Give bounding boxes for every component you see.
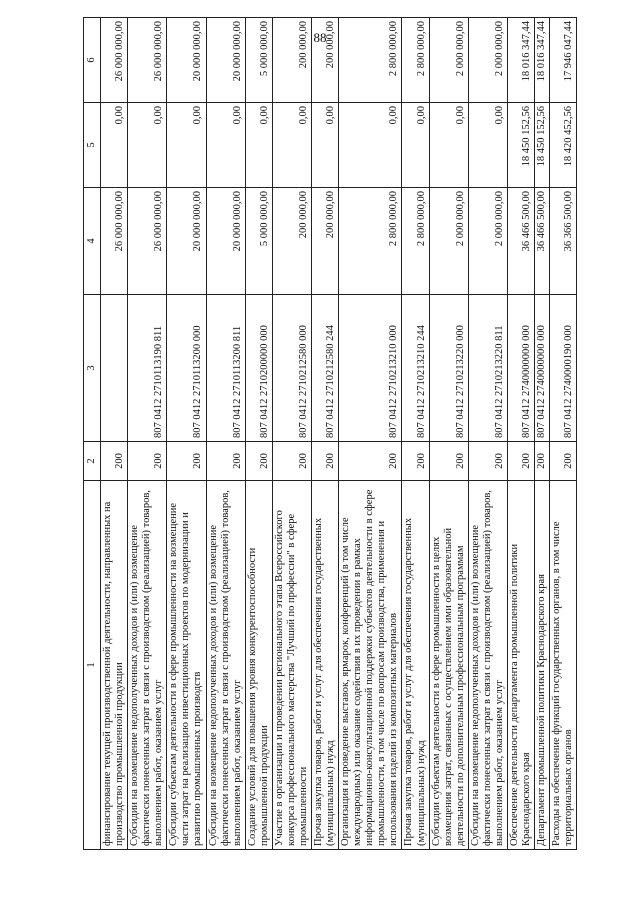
cell-executed: 0,00 [429,103,468,188]
cell-name: Прочая закупка товаров, работ и услуг для обеспечения государственных (муниципальных) нужд [402,481,429,850]
cell-sum: 36 466 500,00 [535,188,550,295]
cell-sum: 26 000 000,00 [101,188,128,295]
page-number: 88 [313,30,327,45]
header-cell-3: 3 [84,295,101,442]
cell-executed: 18 450 152,56 [507,103,534,188]
cell-kbk: 807 0412 2740000000 000 [535,295,550,442]
cell-code: 200 [312,442,339,481]
cell-name: Субсидии на возмещение недополученных доходов и (или) возмещение фактически понесенных затрат в связи с производством (реализацией) товаров, выполнением работ, оказанием услуг [468,481,507,850]
cell-code: 200 [429,442,468,481]
table-row [550,18,577,850]
cell-sum: 36 366 500,00 [550,188,577,295]
cell-remainder: 2 000 000,00 [429,18,468,103]
cell-sum: 5 000 000,00 [245,188,272,295]
cell-code: 200 [245,442,272,481]
cell-remainder: 26 000 000,00 [128,18,167,103]
table-row [245,18,272,850]
cell-executed: 0,00 [468,103,507,188]
cell-kbk: 807 0412 2710212580 244 [312,295,339,442]
cell-kbk: 807 0412 2710113190 811 [128,295,167,442]
cell-executed: 0,00 [206,103,245,188]
cell-executed: 0,00 [339,103,402,188]
cell-kbk: 807 0412 2710213220 000 [429,295,468,442]
cell-code: 200 [206,442,245,481]
cell-name: Субсидии субъектам деятельности в сфере промышленности на возмещение части затрат на реализацию инвестиционных проектов по модернизации и развитию промышленных производств [167,481,206,850]
cell-remainder: 17 946 047,44 [550,18,577,103]
cell-code: 200 [535,442,550,481]
cell-kbk [101,295,128,442]
cell-name: Департамент промышленной политики Краснодарского края [535,481,550,850]
cell-sum: 200 000,00 [272,188,311,295]
table-row [535,18,550,850]
cell-kbk: 807 0412 2740000000 000 [507,295,534,442]
cell-executed: 0,00 [128,103,167,188]
header-row [84,18,101,850]
cell-executed: 0,00 [167,103,206,188]
cell-code: 200 [468,442,507,481]
table-row [468,18,507,850]
table-row [402,18,429,850]
cell-name: Расходы на обеспечение функций государственных органов, в том числе территориальных органов [550,481,577,850]
cell-name: Участие в организации и проведении регионального этапа Всероссийского конкурса профессионального мастерства "Лучший по профессии" в сфере промышленности [272,481,311,850]
cell-kbk: 807 0412 2710113200 811 [206,295,245,442]
cell-name: Обеспечение деятельности департамента промышленной политики Краснодарского края [507,481,534,850]
cell-name: Субсидии субъектам деятельности в сфере промышленности в целях возмещения затрат, связанных с осуществлением ими образовательной деятельности по дополнительным профессиональным программам [429,481,468,850]
table-row [167,18,206,850]
cell-name: Создание условий для повышения уровня конкурентоспособности промышленной продукции [245,481,272,850]
budget-table [83,17,577,850]
cell-name: Организация и проведение выставок, ярмарок, конференций (в том числе международных) или оказание содействия в их проведении в рамках информационно-консультационной поддержки субъектов деятельности в сфере промышленности, в том числе по вопросам производства, применения и использования изделий из композитных материалов [339,481,402,850]
cell-code: 200 [507,442,534,481]
cell-kbk: 807 0412 2710200000 000 [245,295,272,442]
cell-remainder: 18 016 347,44 [507,18,534,103]
cell-code: 200 [272,442,311,481]
cell-sum: 20 000 000,00 [206,188,245,295]
cell-executed: 0,00 [101,103,128,188]
table-row [339,18,402,850]
cell-sum: 2 000 000,00 [429,188,468,295]
cell-remainder: 18 016 347,44 [535,18,550,103]
cell-code: 200 [128,442,167,481]
cell-code: 200 [167,442,206,481]
cell-name: Субсидии на возмещение недополученных доходов и (или) возмещение фактически понесенных затрат в связи с производством (реализацией) товаров, выполнением работ, оказанием услуг [128,481,167,850]
cell-executed: 0,00 [272,103,311,188]
table-row [312,18,339,850]
header-cell-5: 5 [84,103,101,188]
cell-code: 200 [550,442,577,481]
header-cell-2: 2 [84,442,101,481]
cell-remainder: 200 000,00 [312,18,339,103]
cell-kbk: 807 0412 2740000190 000 [550,295,577,442]
cell-executed: 18 450 152,56 [535,103,550,188]
cell-remainder: 2 800 000,00 [339,18,402,103]
cell-remainder: 200 000,00 [272,18,311,103]
cell-remainder: 20 000 000,00 [167,18,206,103]
cell-sum: 2 800 000,00 [402,188,429,295]
cell-executed: 0,00 [245,103,272,188]
table-row [429,18,468,850]
cell-remainder: 20 000 000,00 [206,18,245,103]
header-cell-4: 4 [84,188,101,295]
cell-remainder: 2 000 000,00 [468,18,507,103]
cell-name: Субсидии на возмещение недополученных доходов и (или) возмещение фактически понесенных затрат в связи с производством (реализацией) товаров, выполнением работ, оказанием услуг [206,481,245,850]
cell-code: 200 [402,442,429,481]
cell-code: 200 [339,442,402,481]
cell-kbk: 807 0412 2710212580 000 [272,295,311,442]
table-row [128,18,167,850]
cell-remainder: 26 000 000,00 [101,18,128,103]
cell-sum: 36 466 500,00 [507,188,534,295]
table-row [206,18,245,850]
cell-sum: 2 800 000,00 [339,188,402,295]
header-cell-6: 6 [84,18,101,103]
cell-sum: 2 000 000,00 [468,188,507,295]
cell-kbk: 807 0412 2710213210 244 [402,295,429,442]
cell-executed: 18 420 452,56 [550,103,577,188]
cell-executed: 0,00 [312,103,339,188]
cell-executed: 0,00 [402,103,429,188]
cell-sum: 26 000 000,00 [128,188,167,295]
cell-kbk: 807 0412 2710113200 000 [167,295,206,442]
cell-remainder: 2 800 000,00 [402,18,429,103]
cell-sum: 20 000 000,00 [167,188,206,295]
table-row [101,18,128,850]
header-cell-1: 1 [84,481,101,850]
table-row [507,18,534,850]
cell-name: Прочая закупка товаров, работ и услуг для обеспечения государственных (муниципальных) нужд [312,481,339,850]
cell-sum: 200 000,00 [312,188,339,295]
cell-code: 200 [101,442,128,481]
cell-kbk: 807 0412 2710213210 000 [339,295,402,442]
cell-name: финансирование текущей производственной деятельности, направленных на производство промышленной продукции [101,481,128,850]
cell-kbk: 807 0412 2710213220 811 [468,295,507,442]
table-row [272,18,311,850]
cell-remainder: 5 000 000,00 [245,18,272,103]
